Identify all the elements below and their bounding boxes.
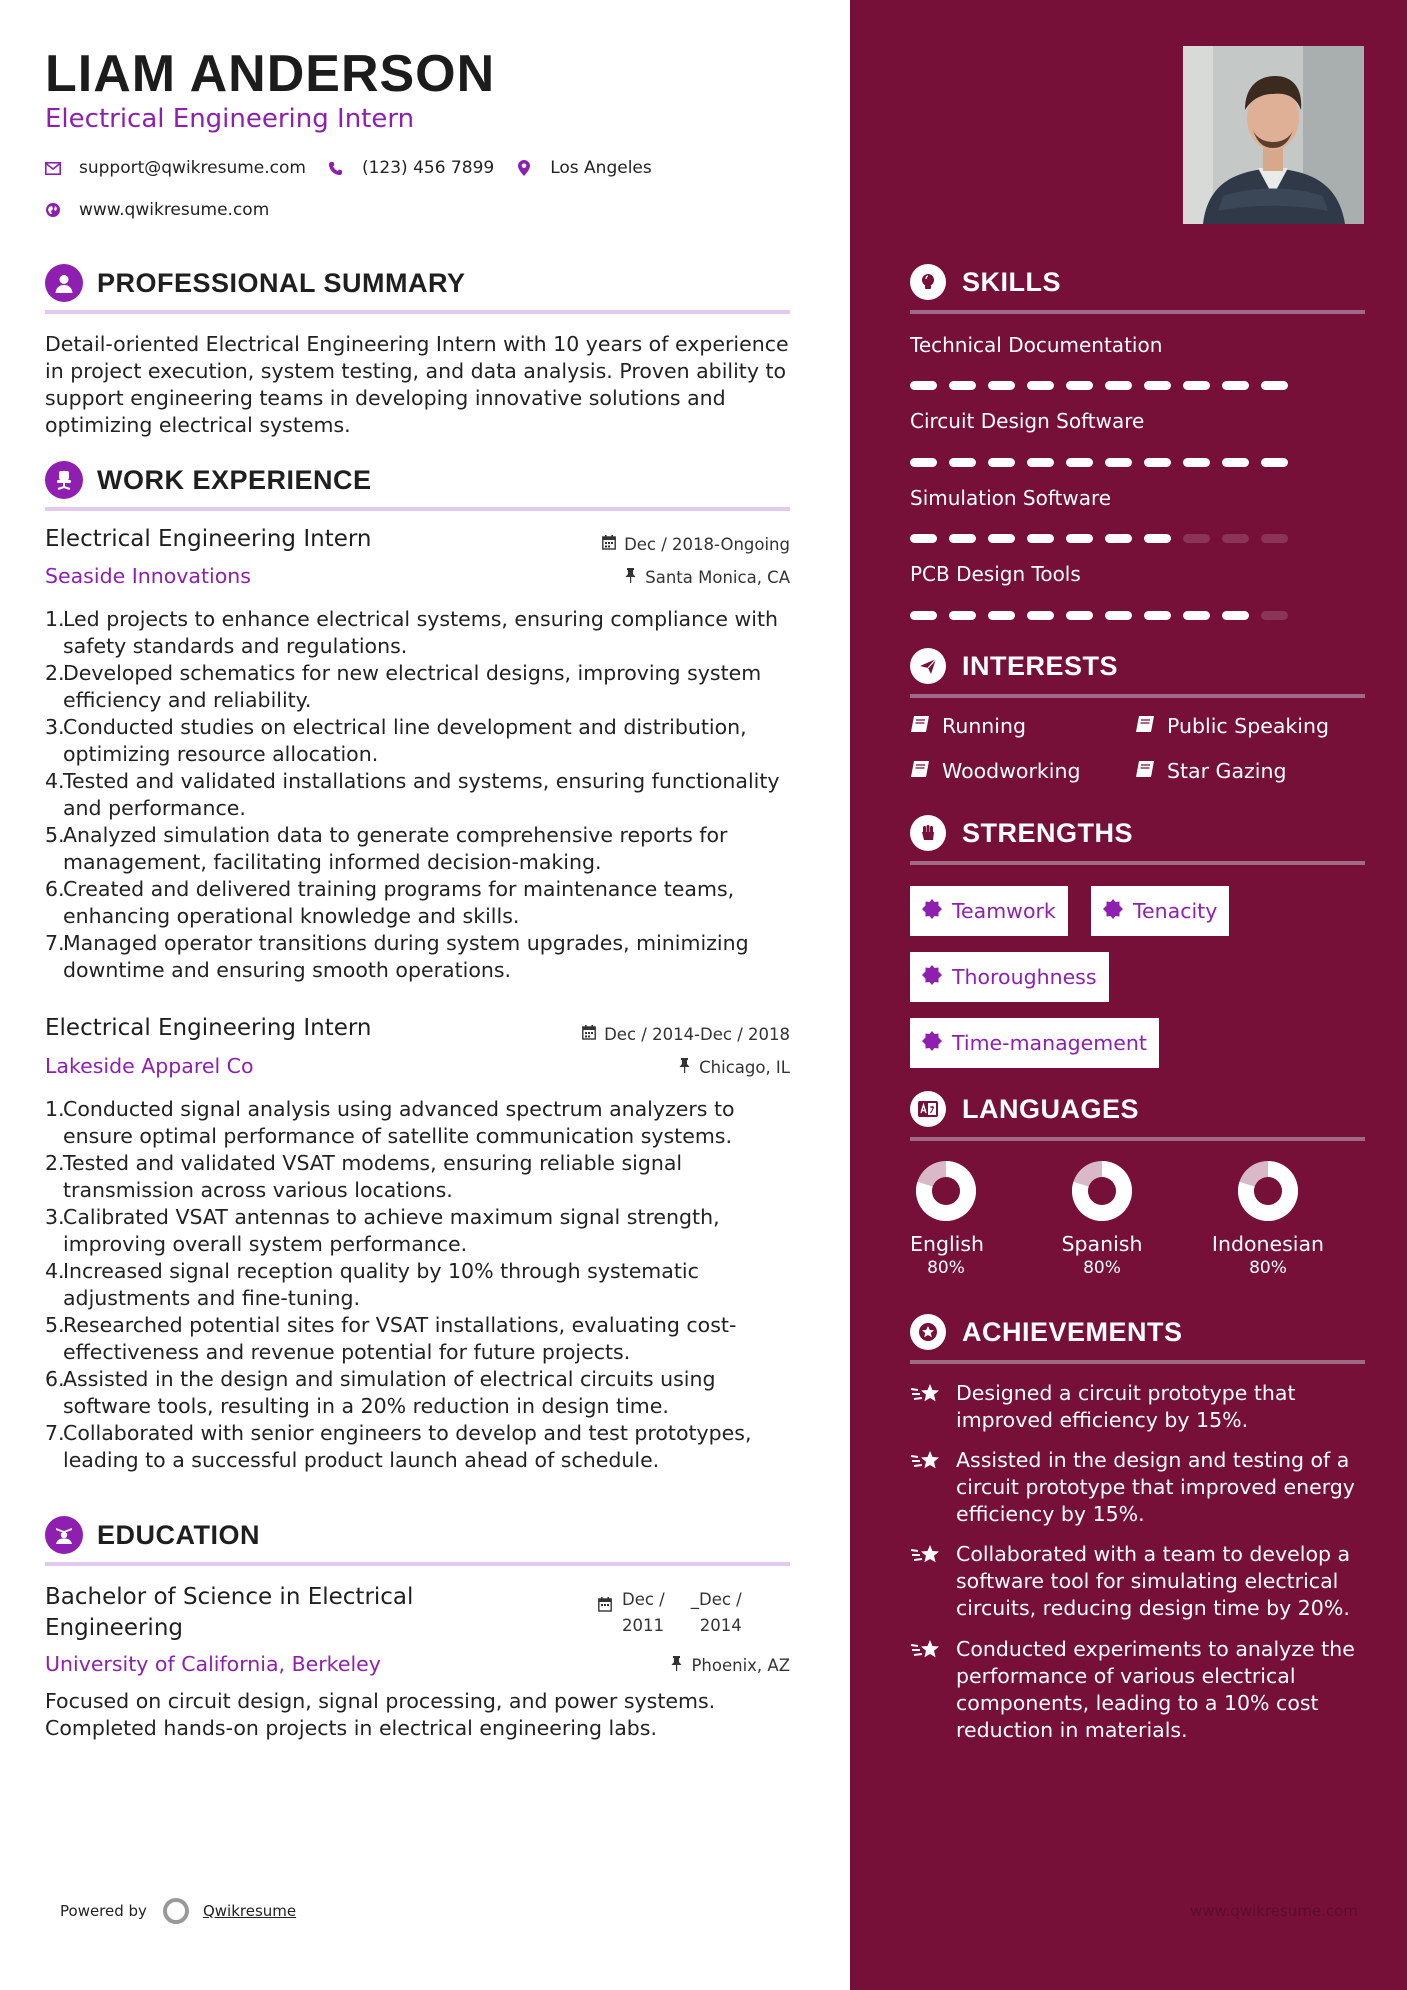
- list-item: 6. Assisted in the design and simulation of electrical circuits using software tools, resulting in a 20% reduction in design time.: [45, 1367, 716, 1418]
- skill-dash: [1027, 534, 1054, 543]
- skill-dash: [1066, 534, 1093, 543]
- job-responsibilities: [45, 606, 795, 984]
- strength-chip: Time-management: [910, 1018, 1159, 1068]
- profile-photo: [1183, 46, 1364, 224]
- language-donut: [1237, 1160, 1299, 1222]
- skill-dash: [1261, 611, 1288, 620]
- phone-number[interactable]: (123) 456 7899: [361, 158, 495, 178]
- skill-dash: [1105, 458, 1132, 467]
- interests-heading: INTERESTS: [962, 651, 1119, 681]
- skill-dash: [1144, 381, 1171, 390]
- skill-dash: [949, 534, 976, 543]
- book-icon: [910, 759, 930, 783]
- school-location-text: Phoenix, AZ: [691, 1656, 790, 1675]
- skill-dash: [988, 534, 1015, 543]
- skill-name: Technical Documentation: [910, 333, 1163, 357]
- language-donut: [915, 1160, 977, 1222]
- skill-dash: [1222, 458, 1249, 467]
- powered-by-label: Powered by: [60, 1902, 147, 1920]
- skill-dash: [988, 458, 1015, 467]
- qwikresume-logo-icon: [163, 1898, 189, 1924]
- skill-name: PCB Design Tools: [910, 562, 1081, 586]
- skill-dash: [949, 381, 976, 390]
- section-divider: [910, 1137, 1365, 1141]
- language-level: 80%: [1083, 1258, 1121, 1278]
- education-end-date: _Dec / 2014: [690, 1590, 742, 1635]
- contact-row-secondary: [45, 200, 291, 220]
- job-responsibilities: [45, 1096, 795, 1474]
- donut-hole: [1254, 1177, 1282, 1205]
- skill-dash: [1144, 458, 1171, 467]
- skill-rating: [910, 611, 1300, 620]
- lightbulb-icon: [910, 264, 946, 300]
- strengths-heading: STRENGTHS: [962, 818, 1134, 848]
- list-item: 4. Tested and validated installations and systems, ensuring functionality and performance.: [45, 769, 780, 820]
- skill-dash: [1027, 381, 1054, 390]
- skill-dash: [1066, 458, 1093, 467]
- skill-dash: [910, 611, 937, 620]
- translate-icon: [910, 1091, 946, 1127]
- job-title: Electrical Engineering Intern: [45, 1015, 372, 1041]
- job-date-text: Dec / 2018-Ongoing: [624, 535, 790, 554]
- section-divider: [45, 310, 790, 314]
- skill-dash: [988, 611, 1015, 620]
- list-item: 2. Tested and validated VSAT modems, ensuring reliable signal transmission across various locations.: [45, 1151, 683, 1202]
- book-icon: [1135, 714, 1155, 738]
- contact-row-primary: [45, 158, 674, 178]
- skill-dash: [1183, 381, 1210, 390]
- achievement-item: Assisted in the design and testing of a circuit prototype that improved energy efficiency by 15%.: [910, 1447, 1380, 1528]
- skill-dash: [1144, 534, 1171, 543]
- skill-dash: [1105, 381, 1132, 390]
- strength-chip: Tenacity: [1091, 886, 1229, 936]
- job-date: [582, 1025, 790, 1044]
- language-item: [1057, 1160, 1147, 1278]
- skill-dash: [910, 381, 937, 390]
- skill-dash: [1105, 534, 1132, 543]
- interest-item: Star Gazing: [1135, 759, 1286, 783]
- list-item: 6. Created and delivered training programs for maintenance teams, enhancing operational knowledge and skills.: [45, 877, 735, 928]
- list-item: 3. Calibrated VSAT antennas to achieve maximum signal strength, improving overall system performance.: [45, 1205, 720, 1256]
- donut-hole: [1088, 1177, 1116, 1205]
- skill-rating: [910, 381, 1300, 390]
- shooting-star-icon: [910, 1382, 942, 1434]
- book-icon: [910, 714, 930, 738]
- skill-dash: [1183, 534, 1210, 543]
- language-name: Spanish: [1061, 1232, 1143, 1256]
- paper-plane-icon: [910, 648, 946, 684]
- job-location-text: Santa Monica, CA: [645, 568, 790, 587]
- language-name: Indonesian: [1211, 1232, 1325, 1256]
- skill-dash: [1105, 611, 1132, 620]
- envelope-icon: [45, 160, 61, 176]
- skill-dash: [1183, 611, 1210, 620]
- list-item: 1. Led projects to enhance electrical systems, ensuring compliance with safety standards and regulations.: [45, 607, 778, 658]
- list-item: 4. Increased signal reception quality by 10% through systematic adjustments and fine-tuning.: [45, 1259, 699, 1310]
- list-item: 7. Managed operator transitions during system upgrades, minimizing downtime and ensuring smooth operations.: [45, 931, 749, 982]
- section-divider: [910, 310, 1365, 314]
- list-item: 7. Collaborated with senior engineers to develop and test prototypes, leading to a successful product launch ahead of schedule.: [45, 1421, 752, 1472]
- interest-item: Public Speaking: [1135, 714, 1329, 738]
- section-divider: [910, 861, 1365, 865]
- education-start-date: Dec / 2011: [622, 1590, 665, 1635]
- achievement-item: Designed a circuit prototype that improved efficiency by 15%.: [910, 1380, 1380, 1434]
- skill-dash: [1027, 611, 1054, 620]
- shooting-star-icon: [910, 1449, 942, 1528]
- education-dates: [598, 1587, 742, 1639]
- candidate-job-title: Electrical Engineering Intern: [45, 104, 415, 134]
- section-divider: [910, 694, 1365, 698]
- skill-name: Simulation Software: [910, 486, 1112, 510]
- pushpin-icon: [671, 1656, 682, 1675]
- badge-icon: [922, 1031, 942, 1056]
- school-location: [671, 1656, 790, 1675]
- badge-icon: [922, 965, 942, 990]
- language-item: [910, 1160, 985, 1278]
- calendar-icon: [582, 1025, 596, 1044]
- shooting-star-icon: [910, 1543, 942, 1622]
- section-divider: [45, 1562, 790, 1566]
- phone-icon: [328, 160, 344, 176]
- skill-rating: [910, 534, 1300, 543]
- languages-heading: LANGUAGES: [962, 1094, 1140, 1124]
- achievement-item: Collaborated with a team to develop a software tool for simulating electrical circuits, reducing design time by 20%.: [910, 1541, 1380, 1622]
- school-name: University of California, Berkeley: [45, 1652, 381, 1676]
- skill-dash: [1027, 458, 1054, 467]
- company-name: Seaside Innovations: [45, 564, 251, 588]
- interest-item: Running: [910, 714, 1026, 738]
- skill-rating: [910, 458, 1300, 467]
- skill-dash: [1261, 381, 1288, 390]
- skills-heading: SKILLS: [962, 267, 1062, 297]
- skill-dash: [1222, 611, 1249, 620]
- list-item: 3. Conducted studies on electrical line development and distribution, optimizing resource allocation.: [45, 715, 747, 766]
- location-text: Los Angeles: [550, 158, 652, 178]
- pushpin-icon: [625, 568, 636, 587]
- job-date: [602, 535, 790, 554]
- fist-icon: [910, 815, 946, 851]
- company-name: Lakeside Apparel Co: [45, 1054, 254, 1078]
- language-name: English: [910, 1232, 985, 1256]
- list-item: 5. Analyzed simulation data to generate comprehensive reports for management, facilitating informed decision-making.: [45, 823, 728, 874]
- job-location: [679, 1058, 790, 1077]
- book-icon: [1135, 759, 1155, 783]
- sidebar: [850, 0, 1407, 1990]
- calendar-icon: [602, 535, 616, 554]
- list-item: 2. Developed schematics for new electrical designs, improving system efficiency and reliability.: [45, 661, 762, 712]
- calendar-icon: [598, 1597, 612, 1639]
- skill-dash: [1261, 458, 1288, 467]
- summary-heading: PROFESSIONAL SUMMARY: [97, 268, 466, 298]
- map-marker-icon: [516, 160, 532, 176]
- star-badge-icon: [910, 1314, 946, 1350]
- experience-heading: WORK EXPERIENCE: [97, 465, 372, 495]
- skill-dash: [988, 381, 1015, 390]
- summary-text: Detail-oriented Electrical Engineering Intern with 10 years of experience in project execution, system testing, and data analysis. Proven ability to support engineering teams in developing innovative solutions and optimizing electrical systems.: [45, 332, 789, 437]
- skill-dash: [1183, 458, 1210, 467]
- education-description: Focused on circuit design, signal processing, and power systems. Completed hands-on projects in electrical engineering labs.: [45, 1689, 716, 1740]
- skill-dash: [1222, 381, 1249, 390]
- email-link[interactable]: support@qwikresume.com: [79, 158, 306, 178]
- website-link[interactable]: www.qwikresume.com: [79, 200, 270, 220]
- achievements-heading: ACHIEVEMENTS: [962, 1317, 1183, 1347]
- badge-icon: [1103, 899, 1123, 924]
- job-date-text: Dec / 2014-Dec / 2018: [604, 1025, 790, 1044]
- interest-item: Woodworking: [910, 759, 1080, 783]
- achievement-item: Conducted experiments to analyze the performance of various electrical components, leading to a 10% cost reduction in materials.: [910, 1636, 1380, 1744]
- candidate-name: LIAM ANDERSON: [45, 45, 496, 103]
- language-level: 80%: [1249, 1258, 1287, 1278]
- skill-dash: [1144, 611, 1171, 620]
- list-item: 5. Researched potential sites for VSAT installations, evaluating cost-effectiveness and revenue potential for future projects.: [45, 1313, 737, 1364]
- shooting-star-icon: [910, 1638, 942, 1744]
- skill-dash: [1066, 381, 1093, 390]
- language-item: [1208, 1160, 1328, 1278]
- skill-dash: [949, 611, 976, 620]
- qwikresume-link[interactable]: Qwikresume: [202, 1902, 297, 1920]
- language-donut: [1071, 1160, 1133, 1222]
- globe-icon: [45, 202, 61, 218]
- strength-chip: Teamwork: [910, 886, 1068, 936]
- skill-dash: [1066, 611, 1093, 620]
- education-heading: EDUCATION: [97, 1520, 260, 1550]
- job-location: [625, 568, 790, 587]
- graduate-icon: [45, 1516, 83, 1554]
- section-divider: [45, 507, 790, 511]
- section-divider: [910, 1360, 1365, 1364]
- skill-dash: [1222, 534, 1249, 543]
- list-item: 1. Conducted signal analysis using advanced spectrum analyzers to ensure optimal performance of satellite communication systems.: [45, 1097, 735, 1148]
- pushpin-icon: [679, 1058, 690, 1077]
- skill-dash: [1261, 534, 1288, 543]
- language-level: 80%: [927, 1258, 965, 1278]
- skill-dash: [910, 534, 937, 543]
- strength-chip: Thoroughness: [910, 952, 1109, 1002]
- skill-dash: [910, 458, 937, 467]
- donut-hole: [932, 1177, 960, 1205]
- job-location-text: Chicago, IL: [699, 1058, 790, 1077]
- skill-name: Circuit Design Software: [910, 409, 1145, 433]
- watermark-text: www.qwikresume.com: [1190, 1902, 1358, 1920]
- office-chair-icon: [45, 461, 83, 499]
- skill-dash: [949, 458, 976, 467]
- degree-title: Bachelor of Science in Electrical Engineering: [45, 1584, 414, 1641]
- job-title: Electrical Engineering Intern: [45, 526, 372, 552]
- badge-icon: [922, 899, 942, 924]
- powered-by-footer: [60, 1898, 296, 1924]
- user-icon: [45, 264, 83, 302]
